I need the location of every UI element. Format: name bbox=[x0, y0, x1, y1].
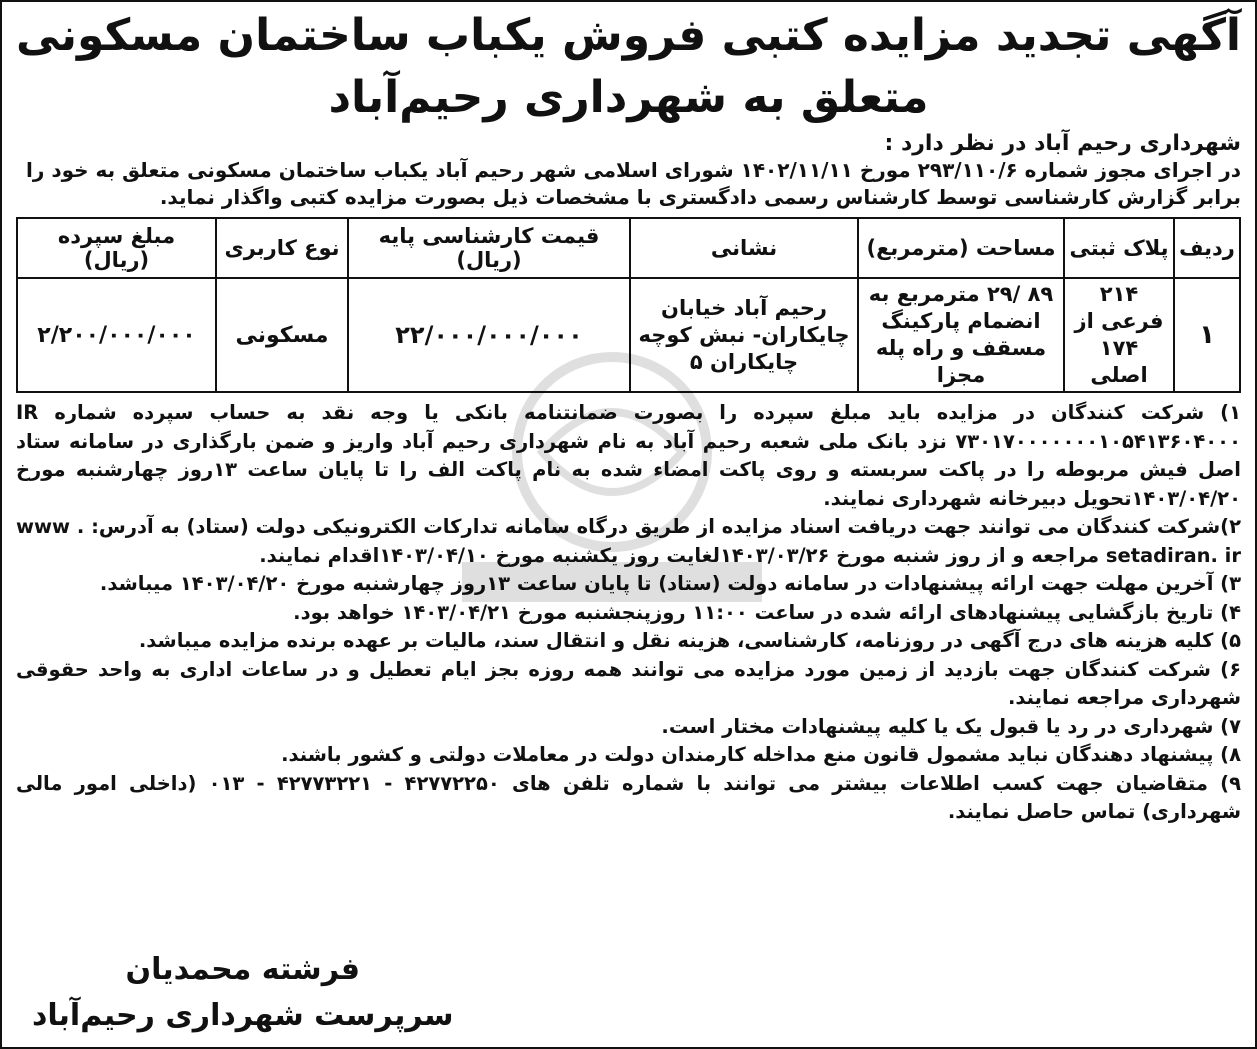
list-item: ۳) آخرین مهلت جهت ارائه پیشنهادات در سامانه دولت (ستاد) تا پایان ساعت ۱۳روز چهارشنبه مورخ ۱۴۰۳/۰۴/۲۰ میباشد. bbox=[99, 572, 1241, 595]
list-item: ۵) کلیه هزینه های درج آگهی در روزنامه، کارشناسی، هزینه نقل و انتقال سند، مالیات بر عهده برنده مزایده میباشد. bbox=[138, 629, 1241, 652]
cell-deposit: ۲/۲۰۰/۰۰۰/۰۰۰ bbox=[17, 278, 216, 392]
table-row bbox=[17, 278, 1240, 392]
notice-title-line1: آگهی تجدید مزایده کتبی فروش یکباب ساختمان مسکونی bbox=[16, 10, 1241, 61]
header-base-price: قیمت کارشناسی پایه (ریال) bbox=[348, 218, 630, 278]
signature-block bbox=[32, 947, 454, 1039]
header-area: مساحت (مترمربع) bbox=[858, 218, 1064, 278]
list-item: ۶) شرکت کنندگان جهت بازدید از زمین مورد مزایده می توانند همه روزه بجز ایام تعطیل و در ساعات اداری به واحد حقوقی شهرداری مراجعه نمایند. bbox=[16, 657, 1241, 709]
intro-text: در اجرای مجوز شماره ۲۹۳/۱۱۰/۶ مورخ ۱۴۰۲/۱۱/۱۱ شورای اسلامی شهر رحیم آباد یکباب ساختمان مسکونی متعلق به خود را برابر گزارش کارشناسی توسط کارشناس رسمی دادگستری با مشخصات ذیل بصورت مزایده کتبی واگذار نماید. bbox=[26, 158, 1241, 209]
cell-base-price: ۲۲/۰۰۰/۰۰۰/۰۰۰ bbox=[348, 278, 630, 392]
auction-items-table bbox=[16, 217, 1241, 393]
header-usage: نوع کاربری bbox=[216, 218, 348, 278]
list-item: ۴) تاریخ بازگشایی پیشنهادهای ارائه شده در ساعت ۱۱:۰۰ روزپنجشنبه مورخ ۱۴۰۳/۰۴/۲۱ خواهد بود. bbox=[293, 600, 1241, 624]
list-item: ۹) متقاضیان جهت کسب اطلاعات بیشتر می توانند با شماره تلفن های ۴۲۷۷۲۲۵۰ - ۴۲۷۷۳۲۲۱ - ۰۱۳ (داخلی امور مالی شهرداری) تماس حاصل نمایند. bbox=[16, 771, 1241, 823]
table-header-row bbox=[17, 218, 1240, 278]
cell-usage: مسکونی bbox=[216, 278, 348, 392]
notice-title-line2: متعلق به شهرداری رحیم‌آباد bbox=[328, 72, 929, 123]
header-plaque: پلاک ثبتی bbox=[1064, 218, 1174, 278]
list-item: ۲)شرکت کنندگان می توانند جهت دریافت اسناد مزایده از طریق درگاه سامانه تدارکات الکترونیکی دولت (ستاد) به آدرس: www . setadiran. ir مراجعه و از روز شنبه مورخ ۱۴۰۳/۰۳/۲۶لغایت روز یکشنبه مورخ ۱۴۰۳/۰۴/۱۰اقدام نمایند. bbox=[16, 515, 1241, 567]
intro-heading: شهرداری رحیم آباد در نظر دارد : bbox=[884, 131, 1241, 156]
list-item: ۸) پیشنهاد دهندگان نباید مشمول قانون منع مداخله کارمندان دولت در معاملات دولتی و کشور باشند. bbox=[281, 743, 1241, 766]
signatory-title: سرپرست شهرداری رحیم‌آباد bbox=[32, 998, 454, 1033]
cell-area: ۸۹ /۲۹ مترمربع به انضمام پارکینگ مسقف و راه پله مجزا bbox=[858, 278, 1064, 392]
header-address: نشانی bbox=[630, 218, 858, 278]
cell-plaque: ۲۱۴ فرعی از ۱۷۴ اصلی bbox=[1064, 278, 1174, 392]
cell-index: ۱ bbox=[1174, 278, 1240, 392]
header-index: ردیف bbox=[1174, 218, 1240, 278]
intro-section bbox=[2, 130, 1255, 211]
cell-address: رحیم آباد خیابان چایکاران- نبش کوچه چایکاران ۵ bbox=[630, 278, 858, 392]
list-item: ۷) شهرداری در رد یا قبول یک یا کلیه پیشنهادات مختار است. bbox=[661, 714, 1241, 738]
list-item: ۱) شرکت کنندگان در مزایده باید مبلغ سپرده را بصورت ضمانتنامه بانکی یا وجه نقد به حساب سپرده شماره IR ۷۳۰۱۷۰۰۰۰۰۰۰۱۰۵۴۱۳۶۰۴۰۰۰ نزد بانک ملی شعبه رحیم آباد به نام شهرداری رحیم آباد واریز و ضمن بارگذاری در سامانه ستاد اصل فیش مربوطه را در پاکت سربسته و روی پاکت امضاء شده به نام پاکت الف را تا پایان ساعت ۱۳روز چهارشنبه مورخ ۱۴۰۳/۰۴/۲۰تحویل دبیرخانه شهرداری نمایند. bbox=[16, 401, 1241, 510]
conditions-list bbox=[2, 393, 1255, 827]
header-deposit: مبلغ سپرده (ریال) bbox=[17, 218, 216, 278]
signatory-name: فرشته محمدیان bbox=[125, 952, 360, 987]
